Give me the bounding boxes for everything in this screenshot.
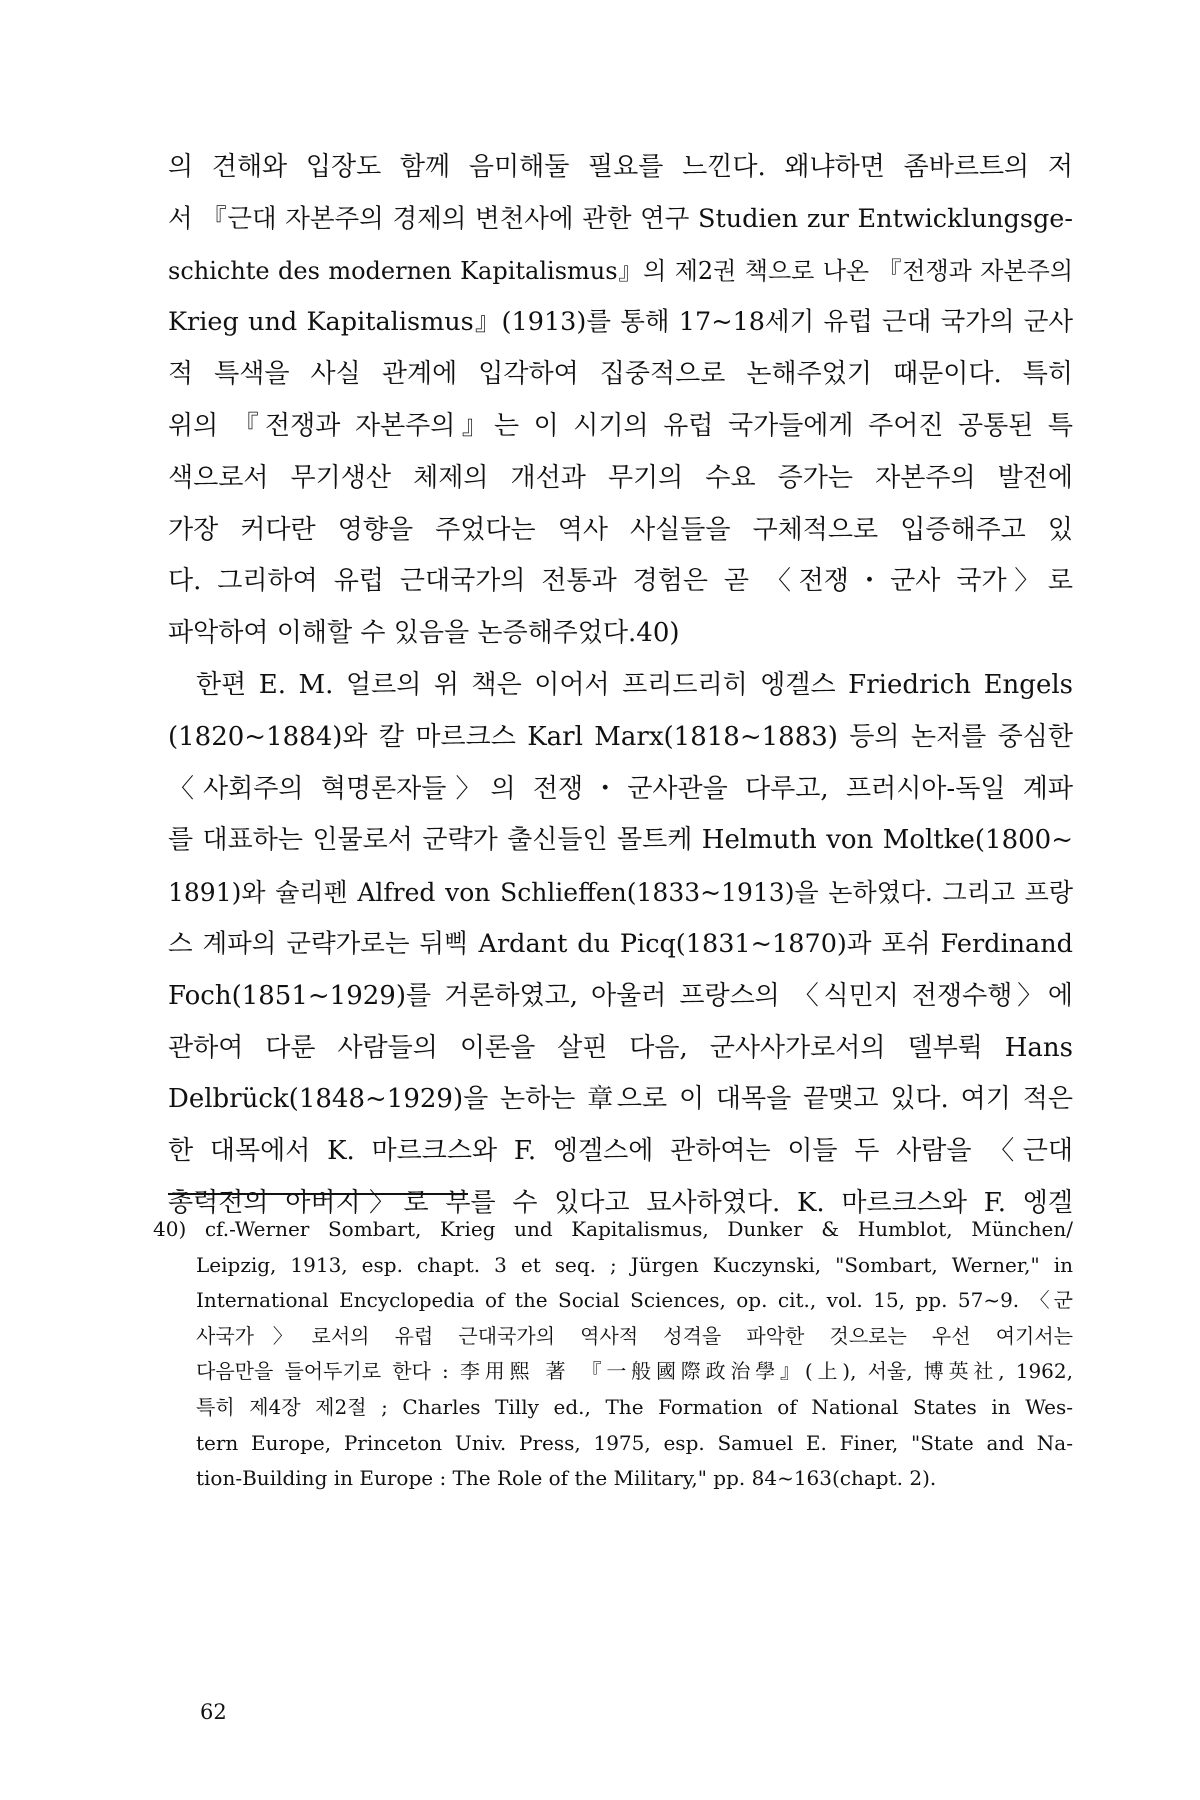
body-line: 적 특색을 사실 관계에 입각하여 집중적으로 논해주었기 때문이다. 특히 [168,359,1073,390]
paragraph-start-line: 한편 E. M. 얼르의 위 책은 이어서 프리드리히 엥겔스 Friedrich Engels [196,669,1073,700]
body-line: Delbrück(1848~1929)을 논하는 章으로 이 대목을 끝맺고 있다. 여기 적은 [168,1084,1073,1115]
body-line: 관하여 다룬 사람들의 이론을 살핀 다음, 군사사가로서의 델부뤽 Hans [168,1032,1073,1063]
body-line: 총력전의 아버지〉로 부를 수 있다고 묘사하였다. K. 마르크스와 F. 엥겔 [168,1187,1073,1218]
body-line: 다. 그리하여 유럽 근대국가의 전통과 경험은 곧 〈전쟁・군사 국가〉로 [168,566,1073,597]
footnote-divider [168,1193,468,1195]
footnote-line: 다음만을 들어두기로 한다 : 李用熙 著 『一般國際政治學』(上), 서울, 博英社, 1962, [196,1359,1073,1384]
body-line: schichte des modernen Kapitalismus』의 제2권 책으로 나온 『전쟁과 자본주의 [168,256,1073,285]
body-line: (1820~1884)와 칼 마르크스 Karl Marx(1818~1883) 등의 논저를 중심한 [168,721,1073,752]
body-line: 스 계파의 군략가로는 뒤삑 Ardant du Picq(1831~1870)과 포쉬 Ferdinand [168,928,1073,959]
footnote-line: 사국가〉로서의 유럽 근대국가의 역사적 성격을 파악한 것으로는 우선 여기서는 [196,1323,1073,1348]
footnote-line: tion-Building in Europe : The Role of the Military," pp. 84~163(chapt. 2). [196,1466,937,1491]
body-line: 한 대목에서 K. 마르크스와 F. 엥겔스에 관하여는 이들 두 사람을 〈근대 [168,1136,1073,1167]
body-line: 를 대표하는 인물로서 군략가 출신들인 몰트케 Helmuth von Moltke(1800~ [168,825,1073,856]
body-line: 의 견해와 입장도 함께 음미해둘 필요를 느낀다. 왜냐하면 좀바르트의 저 [168,152,1073,182]
body-line: 파악하여 이해할 수 있음을 논증해주었다.40) [168,618,680,649]
body-text [168,142,1073,1230]
footnote-line: 특히 제4장 제2절 ; Charles Tilly ed., The Formation of National States in Wes- [196,1394,1073,1419]
body-line: Krieg und Kapitalismus』(1913)를 통해 17~18세기 유럽 근대 국가의 군사 [168,307,1073,338]
body-line: 색으로서 무기생산 체제의 개선과 무기의 수요 증가는 자본주의 발전에 [168,462,1073,493]
body-line: Foch(1851~1929)를 거론하였고, 아울러 프랑스의 〈식민지 전쟁수행〉에 [168,980,1073,1011]
footnote-line: tern Europe, Princeton Univ. Press, 1975, esp. Samuel E. Finer, "State and Na- [196,1430,1073,1455]
footnote-line: Leipzig, 1913, esp. chapt. 3 et seq. ; Jürgen Kuczynski, "Sombart, Werner," in [196,1252,1073,1277]
footnote-40 [153,1212,1073,1497]
body-line: 서 『근대 자본주의 경제의 변천사에 관한 연구 Studien zur Entwicklungsge- [168,203,1073,234]
page-number: 62 [200,1700,227,1724]
body-line: 〈사회주의 혁명론자들〉의 전쟁・군사관을 다루고, 프러시아-독일 계파 [168,773,1073,804]
body-line: 1891)와 슐리펜 Alfred von Schlieffen(1833~1913)을 논하였다. 그리고 프랑 [168,878,1073,908]
footnote-line: 40) cf.-Werner Sombart, Krieg und Kapitalismus, Dunker & Humblot, München/ [153,1217,1073,1241]
footnote-line: International Encyclopedia of the Social Sciences, op. cit., vol. 15, pp. 57~9. 〈군 [196,1288,1073,1313]
body-line: 위의 『전쟁과 자본주의』는 이 시기의 유럽 국가들에게 주어진 공통된 특 [168,410,1073,441]
body-line: 가장 커다란 영향을 주었다는 역사 사실들을 구체적으로 입증해주고 있 [168,514,1073,545]
